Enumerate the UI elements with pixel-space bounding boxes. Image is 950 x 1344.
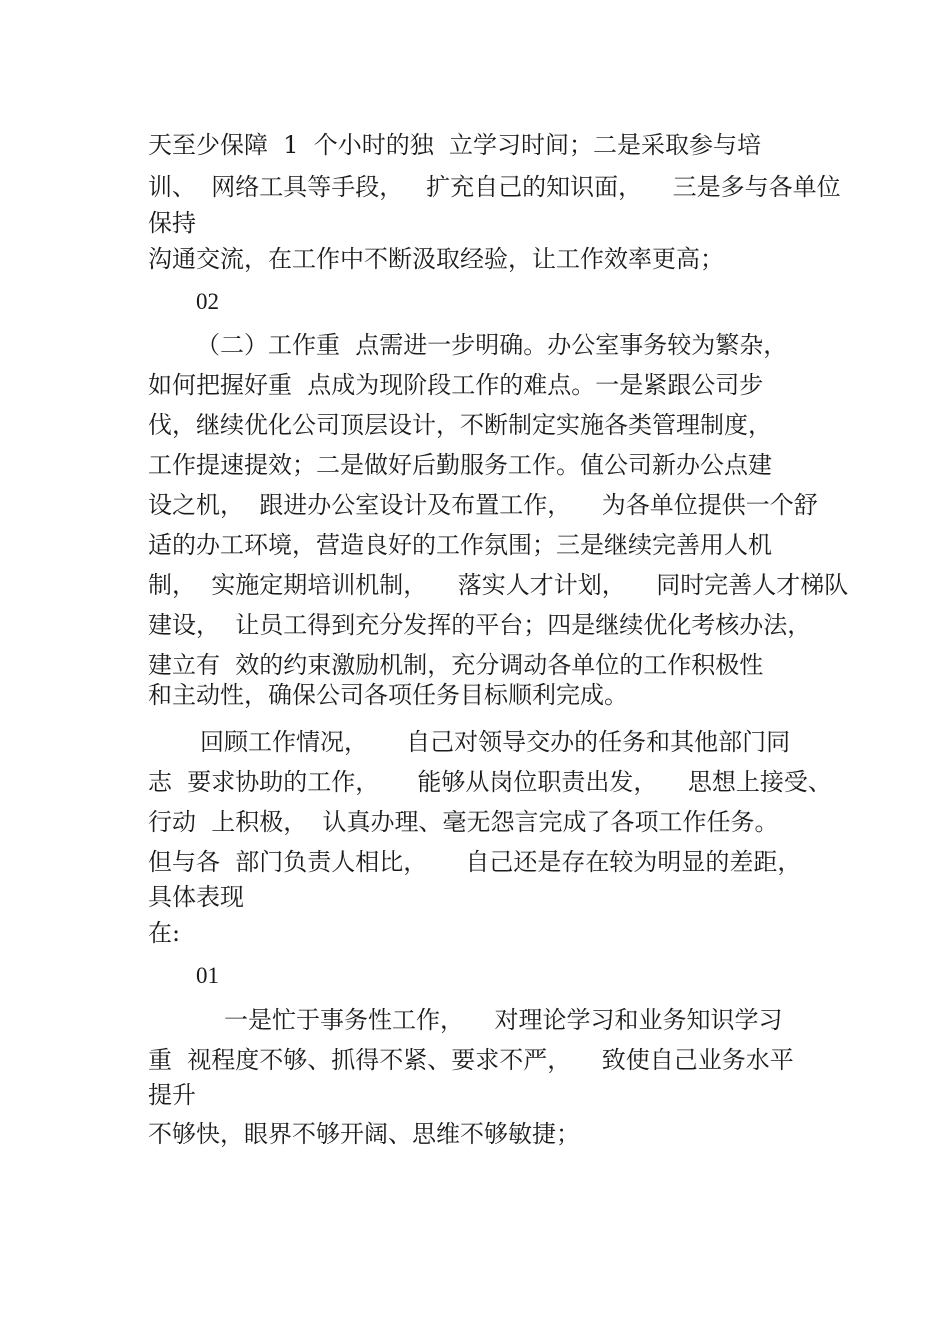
text-line: 设之机， 跟进办公室设计及布置工作， 为各单位提供一个舒	[148, 491, 818, 519]
text-line: 一是忙于事务性工作， 对理论学习和业务知识学习	[224, 1006, 783, 1034]
text-line: 沟通交流，在工作中不断汲取经验，让工作效率更高；	[148, 245, 724, 273]
text-line: 制， 实施定期培训机制， 落实人才计划， 同时完善人才梯队	[148, 571, 849, 599]
text-line: 在:	[148, 919, 181, 947]
text-line: 回顾工作情况， 自己对领导交办的任务和其他部门同	[200, 728, 791, 756]
section-number: 01	[196, 963, 219, 988]
text-line: 志 要求协助的工作， 能够从岗位职责出发， 思想上接受、	[148, 768, 832, 796]
text-line: 建设， 让员工得到充分发挥的平台；四是继续优化考核办法，	[148, 611, 812, 639]
text-line: 工作提速提效；二是做好后勤服务工作。值公司新办公点建	[148, 451, 772, 479]
text-line: 适的办工环境，营造良好的工作氛围；三是继续完善用人机	[148, 531, 772, 559]
text-line: 行动 上积极， 认真办理、毫无怨言完成了各项工作任务。	[148, 808, 779, 836]
text-line: 建立有 效的约束激励机制，充分调动各单位的工作积极性	[148, 651, 764, 679]
section-number: 02	[196, 289, 219, 314]
text-line: 保持	[148, 209, 196, 237]
text-line: 具体表现	[148, 883, 244, 911]
text-line: 但与各 部门负责人相比， 自己还是存在较为明显的差距，	[148, 848, 802, 876]
text-line: 重 视程度不够、抓得不紧、要求不严， 致使自己业务水平	[148, 1046, 794, 1074]
text-line: 不够快，眼界不够开阔、思维不够敏捷；	[148, 1120, 580, 1148]
text-line: 伐，继续优化公司顶层设计，不断制定实施各类管理制度，	[148, 411, 772, 439]
text-line: 天至少保障 1 个小时的独 立学习时间；二是采取参与培	[148, 131, 762, 159]
text-line: 和主动性，确保公司各项任务目标顺利完成。	[148, 681, 628, 709]
text-line: 如何把握好重 点成为现阶段工作的难点。一是紧跟公司步	[148, 371, 764, 399]
text-line: 训、 网络工具等手段， 扩充自己的知识面， 三是多与各单位	[148, 173, 841, 201]
text-line: （二）工作重 点需进一步明确。办公室事务较为繁杂，	[196, 331, 788, 359]
text-line: 提升	[148, 1081, 196, 1109]
